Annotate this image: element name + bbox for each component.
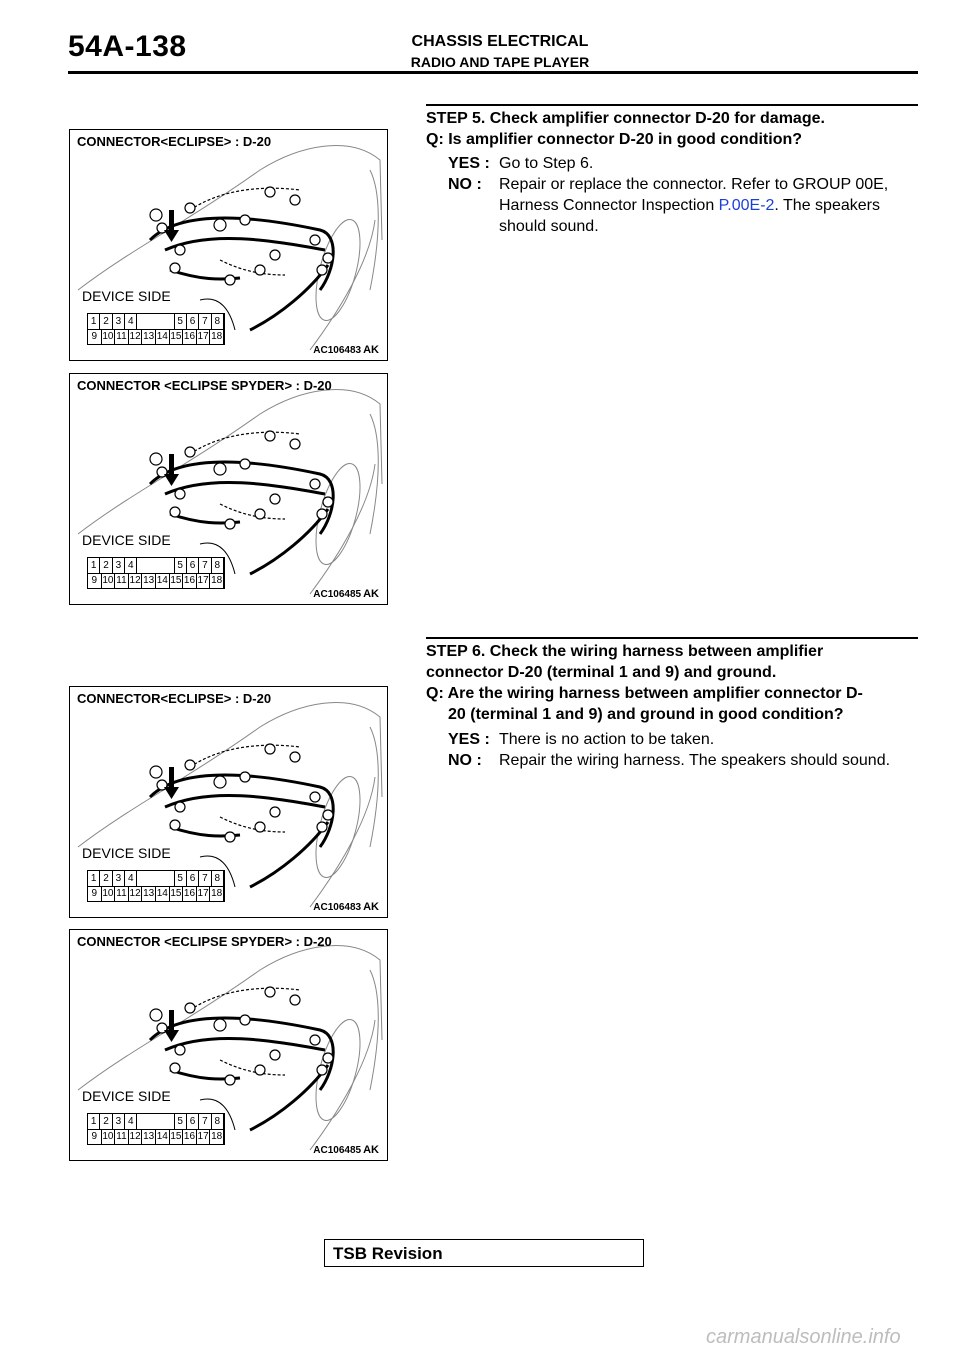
no-text-part: . The speakers should sound. (499, 197, 880, 235)
connector-pin: 13 (143, 888, 155, 899)
no-label: NO : (448, 752, 482, 769)
pin-row-top (88, 871, 224, 887)
connector-pinout (87, 870, 225, 902)
connector-pin: 9 (88, 1129, 102, 1144)
connector-pin: 6 (187, 314, 199, 329)
connector-pin: 17 (197, 888, 209, 899)
connector-pin: 1 (88, 314, 100, 329)
connector-pin: 5 (175, 1114, 187, 1129)
connector-pin: 18 (211, 888, 223, 899)
connector-pin (137, 1114, 149, 1129)
device-side-label: DEVICE SIDE (82, 532, 171, 548)
step5-question: Q: Is amplifier connector D-20 in good condition? (426, 131, 803, 148)
connector-pin: 5 (175, 871, 187, 886)
connector-pin: 11 (115, 329, 129, 344)
connector-pin: 6 (187, 1114, 199, 1129)
connector-pin: 3 (113, 871, 125, 886)
connector-pin (150, 1114, 162, 1129)
pin-row-bottom (88, 329, 224, 344)
step6-rule (426, 637, 918, 639)
connector-pin: 7 (199, 1114, 211, 1129)
figure-title: CONNECTOR <ECLIPSE SPYDER> : D-20 (77, 934, 332, 949)
connector-pin: 16 (183, 331, 196, 342)
connector-pin: 14 (156, 1131, 168, 1142)
reference-link[interactable]: P.00E-2 (718, 197, 775, 214)
connector-pin: 7 (199, 314, 211, 329)
pin-row-top (88, 558, 224, 574)
connector-pin: 2 (100, 314, 112, 329)
connector-pin (150, 558, 162, 573)
connector-pinout (87, 557, 225, 589)
connector-pin (137, 314, 149, 329)
connector-pin: 8 (212, 1114, 224, 1129)
connector-pin: 15 (170, 888, 182, 899)
connector-pin: 11 (115, 573, 129, 588)
pin-row-top (88, 1114, 224, 1130)
yes-label: YES : (448, 731, 490, 748)
figure-suffix: AK (363, 901, 379, 913)
step5-yes (448, 153, 918, 174)
figure-title: CONNECTOR<ECLIPSE> : D-20 (77, 691, 272, 706)
no-text: Repair the wiring harness. The speakers should sound. (499, 752, 891, 769)
connector-pinout (87, 313, 225, 345)
connector-figure-4 (69, 929, 388, 1161)
connector-pin: 16 (183, 1131, 196, 1142)
connector-pin: 6 (187, 871, 199, 886)
figure-suffix: AK (363, 588, 379, 600)
step6-no (448, 750, 918, 771)
connector-pin: 13 (143, 575, 155, 586)
connector-pin: 3 (113, 314, 125, 329)
connector-pin: 9 (88, 886, 102, 901)
device-side-label: DEVICE SIDE (82, 845, 171, 861)
step6-question-line2: 20 (terminal 1 and 9) and ground in good condition? (448, 706, 844, 723)
yes-text: Go to Step 6. (499, 155, 594, 172)
connector-pin: 3 (113, 1114, 125, 1129)
connector-pin: 13 (143, 331, 155, 342)
connector-pin: 16 (183, 888, 196, 899)
step6-heading-line1: STEP 6. Check the wiring harness between amplifier (426, 643, 824, 660)
connector-pin: 14 (156, 888, 168, 899)
connector-pin: 5 (175, 558, 187, 573)
step5-rule (426, 104, 918, 106)
connector-pin: 2 (100, 558, 112, 573)
connector-pin: 13 (143, 1131, 155, 1142)
figure-code (313, 588, 379, 600)
pin-row-bottom (88, 1129, 224, 1144)
section-title: CHASSIS ELECTRICAL (411, 33, 589, 50)
connector-pin (137, 558, 149, 573)
figure-code (313, 1144, 379, 1156)
connector-pin: 12 (129, 331, 141, 342)
connector-pin: 12 (129, 575, 141, 586)
figure-suffix: AK (363, 1144, 379, 1156)
connector-pin: 11 (115, 886, 129, 901)
connector-pin: 16 (183, 575, 196, 586)
connector-pin: 17 (197, 575, 209, 586)
connector-pin: 14 (156, 575, 168, 586)
connector-pin: 8 (212, 314, 224, 329)
connector-figure-1 (69, 129, 388, 361)
connector-pin: 10 (102, 575, 114, 586)
step5-no (448, 174, 918, 235)
yes-text: There is no action to be taken. (499, 731, 715, 748)
figure-suffix: AK (363, 344, 379, 356)
connector-pin: 18 (211, 1131, 223, 1142)
connector-pin: 10 (102, 331, 114, 342)
connector-pin: 2 (100, 1114, 112, 1129)
figure-code (313, 901, 379, 913)
device-side-label: DEVICE SIDE (82, 1088, 171, 1104)
figure-title: CONNECTOR <ECLIPSE SPYDER> : D-20 (77, 378, 332, 393)
connector-pin: 18 (211, 575, 223, 586)
tsb-revision-box: TSB Revision (324, 1239, 644, 1267)
connector-pin (162, 558, 174, 573)
page-number: 54A-138 (68, 30, 187, 63)
connector-pin: 4 (125, 1114, 137, 1129)
connector-pin: 1 (88, 871, 100, 886)
connector-pin: 4 (125, 314, 137, 329)
step5-heading: STEP 5. Check amplifier connector D-20 for damage. (426, 110, 825, 127)
step6-question (426, 683, 918, 725)
connector-pin: 1 (88, 558, 100, 573)
figure-code-text: AC106485 (313, 1145, 362, 1156)
no-text (499, 174, 899, 237)
connector-pin: 1 (88, 1114, 100, 1129)
connector-pinout (87, 1113, 225, 1145)
pin-row-top (88, 314, 224, 330)
connector-pin: 9 (88, 573, 102, 588)
connector-pin (162, 1114, 174, 1129)
pin-row-bottom (88, 886, 224, 901)
connector-pin: 11 (115, 1129, 129, 1144)
connector-pin: 4 (125, 558, 137, 573)
connector-pin: 15 (170, 575, 182, 586)
step6-question-line1: Q: Are the wiring harness between amplifier connector D- (426, 685, 863, 702)
step6-heading (426, 641, 918, 683)
figure-code-text: AC106483 (313, 345, 362, 356)
connector-pin: 5 (175, 314, 187, 329)
no-text-part: Repair or replace the connector. Refer to GROUP 00E, Harness Connector Inspection (499, 176, 889, 214)
connector-pin (137, 871, 149, 886)
connector-pin: 3 (113, 558, 125, 573)
section-subtitle: RADIO AND TAPE PLAYER (410, 54, 590, 70)
connector-figure-2 (69, 373, 388, 605)
pin-row-bottom (88, 573, 224, 588)
connector-pin: 8 (212, 871, 224, 886)
step6-heading-line2: connector D-20 (terminal 1 and 9) and ground. (426, 664, 777, 681)
figure-code (313, 344, 379, 356)
step6-yes (448, 729, 918, 750)
connector-pin: 14 (156, 331, 168, 342)
watermark: carmanualsonline.info (706, 1326, 901, 1348)
connector-pin: 18 (211, 331, 223, 342)
no-label: NO : (448, 176, 482, 193)
connector-pin (162, 871, 174, 886)
figure-title: CONNECTOR<ECLIPSE> : D-20 (77, 134, 272, 149)
connector-pin: 9 (88, 329, 102, 344)
connector-pin: 6 (187, 558, 199, 573)
connector-pin: 15 (170, 331, 182, 342)
connector-pin (150, 314, 162, 329)
connector-pin (162, 314, 174, 329)
connector-pin: 15 (170, 1131, 182, 1142)
connector-pin: 2 (100, 871, 112, 886)
connector-pin: 17 (197, 1131, 209, 1142)
connector-pin (150, 871, 162, 886)
connector-pin: 17 (197, 331, 209, 342)
figure-code-text: AC106485 (313, 589, 362, 600)
header-rule (68, 71, 918, 74)
yes-label: YES : (448, 155, 490, 172)
connector-pin: 7 (199, 871, 211, 886)
figure-code-text: AC106483 (313, 902, 362, 913)
connector-pin: 8 (212, 558, 224, 573)
connector-pin: 10 (102, 1131, 114, 1142)
connector-pin: 12 (129, 888, 141, 899)
connector-pin: 10 (102, 888, 114, 899)
connector-pin: 12 (129, 1131, 141, 1142)
device-side-label: DEVICE SIDE (82, 288, 171, 304)
connector-figure-3 (69, 686, 388, 918)
connector-pin: 7 (199, 558, 211, 573)
connector-pin: 4 (125, 871, 137, 886)
